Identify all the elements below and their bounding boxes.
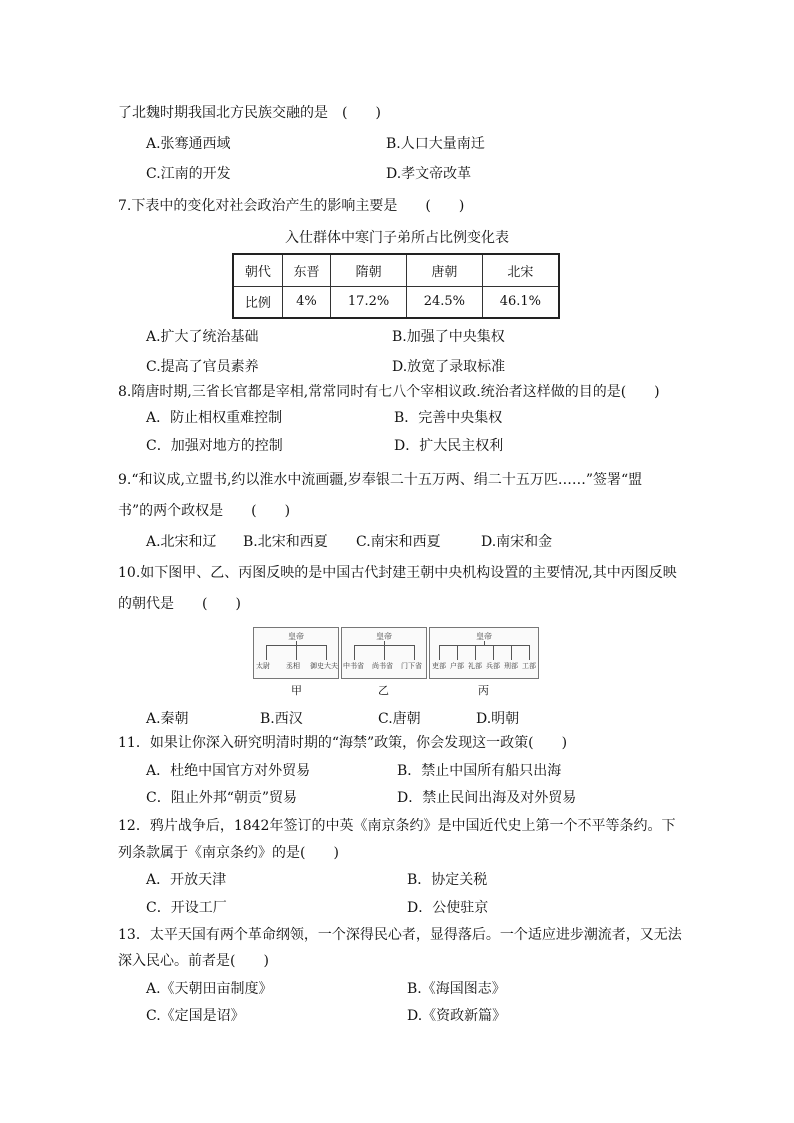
q10-option-a: A.秦朝 — [146, 711, 189, 727]
table-row — [233, 286, 559, 318]
diagram-item: 吏部 — [432, 662, 446, 670]
q13-option-b: B.《海国图志》 — [407, 981, 506, 997]
q13-stem-line1: 13．太平天国有两个革命纲领，一个深得民心者，显得落后。一个适应进步潮流者，又无法 — [118, 927, 682, 943]
diagram-yi — [341, 627, 427, 679]
q8-stem: 8.隋唐时期,三省长官都是宰相,常常同时有七八个宰相议政.统治者这样做的目的是( ) — [118, 384, 660, 400]
connector — [457, 645, 458, 660]
connector — [384, 645, 385, 660]
table-cell: 朝代 — [233, 254, 282, 286]
diagram-item: 御史大夫 — [310, 662, 338, 670]
q9-stem-line1: 9.“和议成,立盟书,约以淮水中流画疆,岁奉银二十五万两、绢二十五万匹……”签署“盟 — [118, 472, 643, 488]
q6-option-a: A.张骞通西域 — [146, 136, 231, 152]
connector — [414, 645, 415, 660]
diagram-item: 太尉 — [256, 662, 270, 670]
diagram-top: 皇帝 — [288, 632, 304, 641]
q6-option-c: C.江南的开发 — [146, 166, 231, 182]
diagram-label-yi: 乙 — [378, 684, 389, 697]
q11-stem: 11．如果让你深入研究明清时期的“海禁”政策，你会发现这一政策( ) — [118, 735, 568, 751]
q10-option-b: B.西汉 — [260, 711, 303, 727]
q9-stem-line2: 书”的两个政权是 ( ) — [118, 503, 291, 519]
q8-option-a: A．防止相权重难控制 — [146, 410, 283, 426]
diagram-jia — [253, 627, 339, 679]
table-cell: 东晋 — [282, 254, 330, 286]
table-cell: 24.5% — [406, 286, 482, 318]
q12-option-d: D．公使驻京 — [407, 900, 489, 916]
table-cell: 46.1% — [482, 286, 559, 318]
diagram-item: 兵部 — [486, 662, 500, 670]
q7-table-caption: 入仕群体中寒门子弟所占比例变化表 — [285, 230, 509, 246]
connector — [326, 645, 327, 660]
q12-option-a: A．开放天津 — [146, 872, 227, 888]
q7-option-a: A.扩大了统治基础 — [146, 329, 259, 345]
q9-option-a: A.北宋和辽 — [146, 534, 217, 550]
q11-option-d: D．禁止民间出海及对外贸易 — [397, 790, 577, 806]
q8-option-c: C．加强对地方的控制 — [146, 438, 283, 454]
q7-table — [232, 253, 560, 319]
q6-option-b: B.人口大量南迁 — [386, 136, 485, 152]
q13-option-c: C.《定国是诏》 — [146, 1008, 245, 1024]
q8-option-d: D．扩大民主权利 — [394, 438, 504, 454]
connector — [439, 645, 440, 660]
connector — [296, 645, 297, 660]
table-cell: 隋朝 — [331, 254, 407, 286]
diagram-item: 礼部 — [468, 662, 482, 670]
q12-option-b: B．协定关税 — [407, 872, 488, 888]
q13-option-a: A.《天朝田亩制度》 — [146, 981, 273, 997]
q7-option-c: C.提高了官员素养 — [146, 359, 259, 375]
q10-stem-line1: 10.如下图甲、乙、丙图反映的是中国古代封建王朝中央机构设置的主要情况,其中丙图反映 — [118, 565, 677, 581]
diagram-top: 皇帝 — [476, 632, 492, 641]
q10-option-c: C.唐朝 — [378, 711, 421, 727]
q10-stem-line2: 的朝代是 ( ) — [118, 596, 241, 612]
q9-option-c: C.南宋和西夏 — [356, 534, 441, 550]
q11-option-a: A．杜绝中国官方对外贸易 — [146, 763, 311, 779]
q12-stem-line1: 12．鸦片战争后，1842年签订的中英《南京条约》是中国近代史上第一个不平等条约。下 — [118, 818, 676, 834]
diagram-top: 皇帝 — [376, 632, 392, 641]
table-row — [233, 254, 559, 286]
q6-option-d: D.孝文帝改革 — [386, 166, 472, 182]
q13-stem-line2: 深入民心。前者是( ) — [118, 953, 269, 969]
connector — [266, 645, 267, 660]
diagram-bing — [429, 627, 539, 679]
connector — [529, 645, 530, 660]
connector — [439, 645, 529, 646]
diagram-label-jia: 甲 — [291, 684, 302, 697]
q9-option-d: D.南宋和金 — [481, 534, 553, 550]
diagram-label-bing: 丙 — [478, 684, 489, 697]
table-cell: 17.2% — [331, 286, 407, 318]
q13-option-d: D.《资政新篇》 — [407, 1008, 507, 1024]
q7-option-b: B.加强了中央集权 — [392, 329, 505, 345]
q8-option-b: B．完善中央集权 — [394, 410, 503, 426]
q9-option-b: B.北宋和西夏 — [243, 534, 328, 550]
q12-option-c: C．开设工厂 — [146, 900, 227, 916]
q7-option-d: D.放宽了录取标准 — [392, 359, 506, 375]
q11-option-b: B．禁止中国所有船只出海 — [397, 763, 562, 779]
diagram-item: 刑部 — [504, 662, 518, 670]
q11-option-c: C．阻止外邦“朝贡”贸易 — [146, 790, 298, 806]
q6-stem: 了北魏时期我国北方民族交融的是 ( ) — [118, 105, 381, 121]
connector — [493, 645, 494, 660]
diagram-item: 工部 — [522, 662, 536, 670]
table-cell: 北宋 — [482, 254, 559, 286]
diagram-item: 尚书省 — [372, 662, 393, 670]
diagram-item: 户部 — [450, 662, 464, 670]
q12-stem-line2: 列条款属于《南京条约》的是( ) — [118, 845, 339, 861]
connector — [511, 645, 512, 660]
table-cell: 唐朝 — [406, 254, 482, 286]
diagram-item: 门下省 — [401, 662, 422, 670]
connector — [475, 645, 476, 660]
table-cell: 比例 — [233, 286, 282, 318]
q10-option-d: D.明朝 — [476, 711, 520, 727]
table-cell: 4% — [282, 286, 330, 318]
diagram-item: 丞相 — [286, 662, 300, 670]
connector — [354, 645, 355, 660]
diagram-item: 中书省 — [343, 662, 364, 670]
q7-stem: 7.下表中的变化对社会政治产生的影响主要是 ( ) — [118, 198, 465, 214]
